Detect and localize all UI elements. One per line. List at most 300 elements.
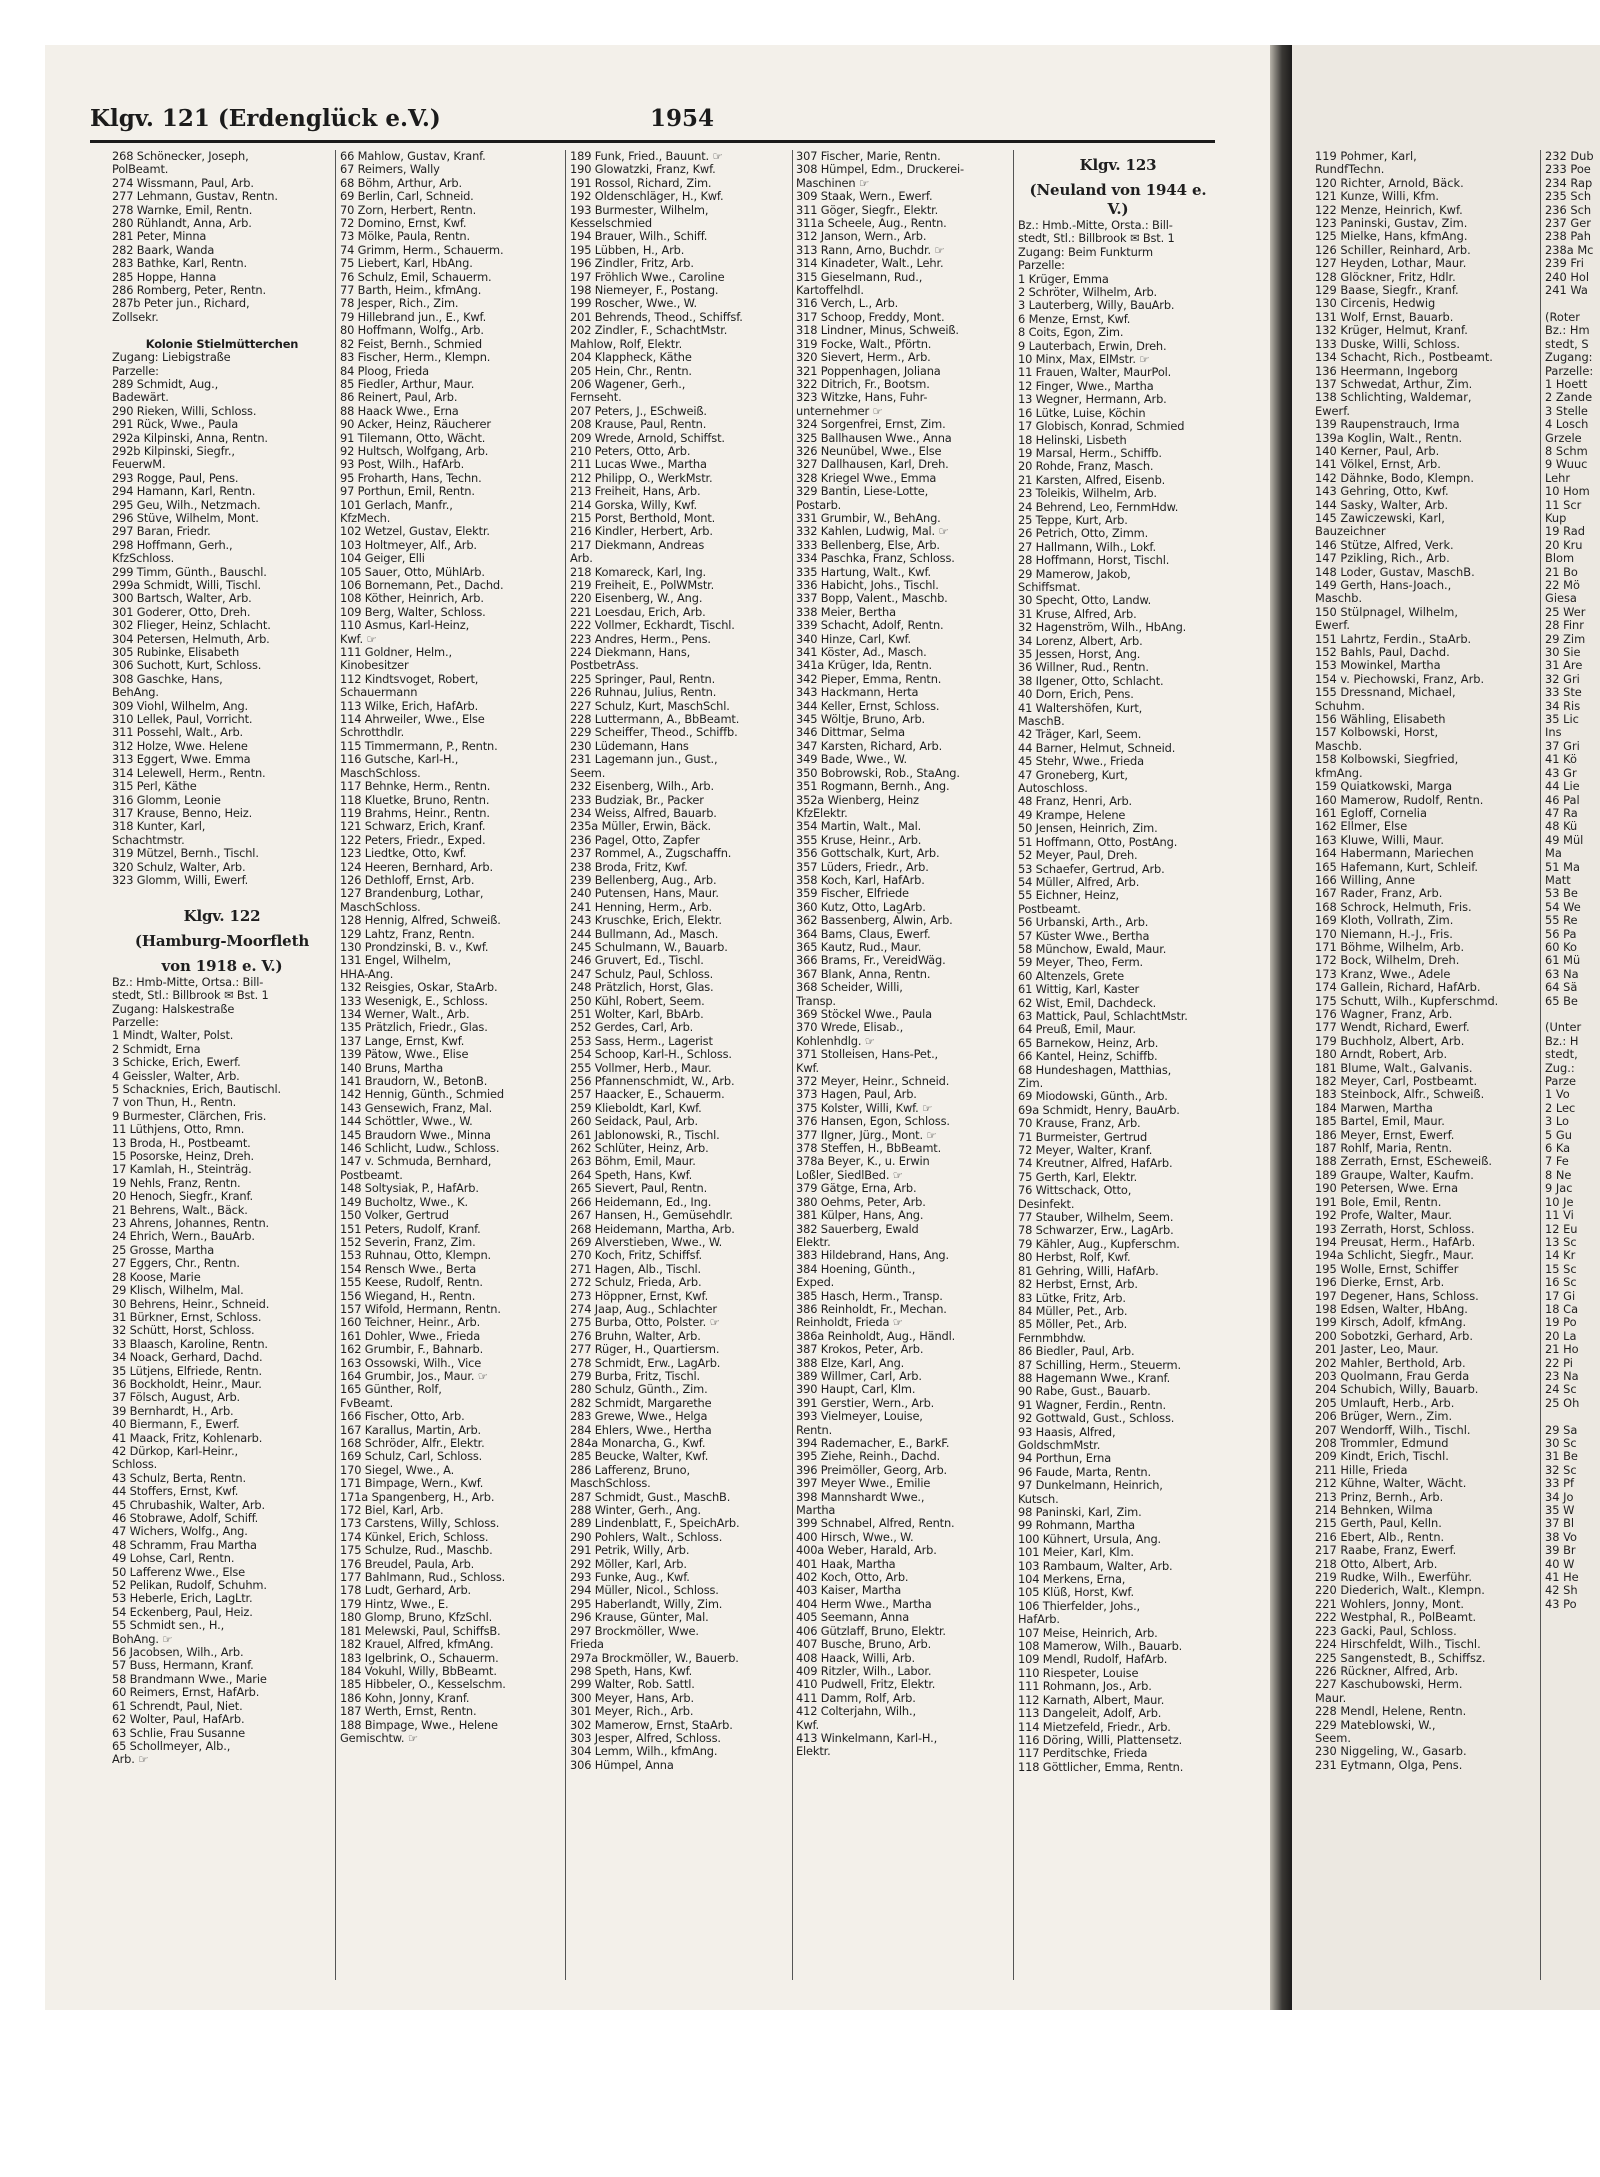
listing-line: 43 Gr (1545, 765, 1577, 780)
listing-line: 86 Biedler, Paul, Arb. (1018, 1345, 1135, 1359)
listing-line: 198 Edsen, Walter, HbAng. (1315, 1301, 1468, 1316)
listing-line: 171 Böhme, Wilhelm, Arb. (1315, 939, 1465, 954)
listing-line: 119 Brahms, Heinr., Rentn. (340, 806, 490, 820)
listing-line: 133 Wesenigk, E., Schloss. (340, 994, 488, 1008)
listing-line: 60 Ko (1545, 939, 1577, 954)
listing-line: 73 Mölke, Paula, Rentn. (340, 230, 470, 244)
listing-line: Desinfekt. (1018, 1197, 1075, 1211)
listing-line: 227 Kaschubowski, Herm. (1315, 1677, 1463, 1692)
listing-line: Kohlenhdlg. ☞ (796, 1034, 875, 1048)
listing-line: 5 Schacknies, Erich, Bautischl. (112, 1083, 281, 1096)
listing-line: 366 Brams, Fr., VereidWäg. (796, 954, 946, 968)
listing-line: Fernmbhdw. (1018, 1331, 1086, 1345)
listing-line: 387 Krokos, Peter, Arb. (796, 1343, 924, 1357)
listing-line: FvBeamt. (340, 1396, 394, 1410)
column-divider (565, 150, 566, 1980)
listing-line: Kesselschmied (570, 217, 652, 231)
listing-line: Postbeamt. (340, 1168, 403, 1182)
listing-line: 284a Monarcha, G., Kwf. (570, 1437, 706, 1450)
listing-line: 39 Bernhardt, H., Arb. (112, 1404, 234, 1418)
listing-line: KfzElektr. (796, 806, 848, 820)
listing-line (112, 324, 332, 337)
listing-line: 368 Scheider, Willi, (796, 981, 903, 995)
listing-line: 255 Vollmer, Herb., Maur. (570, 1061, 712, 1075)
listing-line: 238 Broda, Fritz, Kwf. (570, 860, 688, 874)
listing-line: Zugang: Beim Funkturm (1018, 245, 1153, 259)
listing-line: 232 Dub (1545, 150, 1594, 163)
listing-line: 117 Behnke, Herm., Rentn. (340, 780, 491, 794)
listing-line: 99 Rohmann, Martha (1018, 1519, 1135, 1533)
listing-line: Seem. (570, 766, 606, 780)
listing-line: 171 Bimpage, Wern., Kwf. (340, 1477, 484, 1491)
listing-line: Matt (1545, 872, 1571, 887)
listing-line: 34 Jo (1545, 1489, 1574, 1504)
listing-line: 311 Göger, Siegfr., Elektr. (796, 203, 939, 217)
listing-line: 43 Schulz, Berta, Rentn. (112, 1471, 246, 1485)
listing-line: 21 Bo (1545, 564, 1578, 579)
listing-line: 45 Stehr, Wwe., Frieda (1018, 755, 1144, 769)
listing-line: HafArb. (1018, 1613, 1060, 1627)
listing-line: 102 Wetzel, Gustav, Elektr. (340, 525, 490, 539)
listing-line: 225 Sangenstedt, B., Schiffsz. (1315, 1650, 1486, 1665)
listing-line: 106 Thierfelder, Johs., (1018, 1599, 1141, 1613)
listing-line: 53 Schaefer, Gertrud, Arb. (1018, 862, 1165, 876)
listing-line: 86 Reinert, Paul, Arb. (340, 391, 458, 405)
listing-line: Zollsekr. (112, 310, 159, 324)
listing-line: 96 Faude, Marta, Rentn. (1018, 1465, 1151, 1479)
listing-line: 257 Haacker, E., Schauerm. (570, 1088, 725, 1102)
listing-line: 319 Focke, Walt., Pförtn. (796, 337, 932, 351)
listing-line: 53 Heberle, Erich, LagLtr. (112, 1592, 253, 1606)
listing-line: 274 Wissmann, Paul, Arb. (112, 176, 254, 190)
listing-line: 161 Egloff, Cornelia (1315, 805, 1427, 820)
listing-line: 298 Speth, Hans, Kwf. (570, 1664, 693, 1678)
listing-line: 116 Döring, Willi, Plattensetz. (1018, 1733, 1183, 1747)
listing-line: 127 Heyden, Lothar, Maur. (1315, 256, 1467, 271)
listing-line: 90 Acker, Heinz, Räucherer (340, 418, 491, 432)
listing-line: 200 Sobotzki, Gerhard, Arb. (1315, 1328, 1474, 1343)
listing-line: 72 Domino, Ernst, Kwf. (340, 217, 467, 231)
listing-line: 333 Bellenberg, Else, Arb. (796, 538, 940, 552)
listing-line: 385 Hasch, Herm., Transp. (796, 1289, 943, 1303)
listing-line: 231 Eytmann, Olga, Pens. (1315, 1757, 1463, 1772)
page-header-year: 1954 (650, 105, 715, 132)
listing-line: 381 Külper, Hans, Ang. (796, 1209, 924, 1223)
listing-line: 192 Oldenschläger, H., Kwf. (570, 190, 724, 204)
listing-line: 296 Stüve, Wilhelm, Mont. (112, 511, 259, 525)
listing-line: 22 Mö (1545, 578, 1580, 592)
listing-line: 74 Kreutner, Alfred, HafArb. (1018, 1157, 1173, 1171)
listing-line: 41 Kö (1545, 752, 1577, 767)
listing-line: 147 v. Schmuda, Bernhard, (340, 1155, 492, 1169)
listing-line: Bz.: Hm (1545, 323, 1590, 338)
listing-line: 211 Hille, Frieda (1315, 1462, 1408, 1477)
listing-line: 48 Kü (1545, 819, 1578, 834)
listing-line: 38 Vo (1545, 1529, 1577, 1544)
listing-line: 309 Staak, Wern., Ewerf. (796, 190, 933, 204)
listing-line: 120 Richter, Arnold, Bäck. (1315, 175, 1464, 190)
listing-line: 346 Dittmar, Selma (796, 726, 906, 740)
listing-line: 318 Kunter, Karl, (112, 820, 206, 834)
listing-line: 44 Lie (1545, 779, 1580, 794)
listing-line: 204 Schubich, Willy, Bauarb. (1315, 1382, 1479, 1397)
listing-line: 239 Fri (1545, 256, 1584, 271)
listing-line: 40 Dorn, Erich, Pens. (1018, 688, 1134, 702)
listing-line: 113 Dangeleit, Adolf, Arb. (1018, 1707, 1162, 1721)
listing-line: 209 Wrede, Arnold, Schiffst. (570, 431, 725, 445)
listing-line: 217 Raabe, Franz, Ewerf. (1315, 1543, 1457, 1558)
listing-line: 286 Lafferenz, Bruno, (570, 1463, 690, 1477)
listing-line: 128 Glöckner, Fritz, Hdlr. (1315, 269, 1456, 284)
listing-line: 153 Ruhnau, Otto, Klempn. (340, 1249, 492, 1263)
listing-line: 18 Ca (1545, 1301, 1579, 1316)
listing-line: 270 Koch, Fritz, Schiffsf. (570, 1249, 702, 1263)
listing-line: 84 Ploog, Frieda (340, 364, 429, 378)
listing-line: 205 Hein, Chr., Rentn. (570, 364, 692, 378)
listing-line: 217 Diekmann, Andreas (570, 538, 705, 552)
listing-line: 403 Kaiser, Martha (796, 1584, 902, 1598)
listing-line: 378 Steffen, H., BbBeamt. (796, 1142, 942, 1156)
listing-line: 65 Schollmeyer, Alb., (112, 1739, 231, 1753)
listing-line: 246 Gruvert, Ed., Tischl. (570, 954, 704, 968)
listing-line: 163 Kluwe, Willi, Maur. (1315, 832, 1444, 847)
listing-line: 219 Freiheit, E., PolWMstr. (570, 579, 715, 592)
listing-line: 13 Wegner, Hermann, Arb. (1018, 393, 1167, 407)
listing-line: 118 Göttlicher, Emma, Rentn. (1018, 1760, 1184, 1774)
listing-line: 149 Gerth, Hans-Joach., (1315, 578, 1452, 592)
listing-line: 30 Sc (1545, 1436, 1577, 1450)
listing-line: 37 Gri (1545, 738, 1580, 753)
listing-line: 311a Scheele, Aug., Rentn. (796, 217, 947, 231)
listing-line: 92 Gottwald, Gust., Schloss. (1018, 1412, 1175, 1426)
listing-line: 43 Po (1545, 1596, 1577, 1611)
listing-line: 204 Klappheck, Käthe (570, 351, 692, 365)
listing-line: 263 Böhm, Emil, Maur. (570, 1155, 696, 1169)
listing-line: 147 Pzikling, Rich., Arb. (1315, 551, 1450, 566)
listing-line: 116 Gutsche, Karl-H., (340, 753, 459, 767)
listing-line: Parzelle: (1018, 259, 1065, 273)
listing-line: 140 Kerner, Paul, Arb. (1315, 443, 1440, 458)
listing-line: 134 Schacht, Rich., Postbeamt. (1315, 350, 1493, 365)
listing-line: 78 Schwarzer, Erw., LagArb. (1018, 1224, 1174, 1238)
listing-line: 357 Lüders, Friedr., Arb. (796, 860, 929, 874)
column-3 (570, 150, 788, 1990)
listing-line: 65 Be (1545, 993, 1578, 1008)
listing-line: 391 Gerstier, Wern., Arb. (796, 1396, 935, 1410)
listing-line: 110 Asmus, Karl-Heinz, (340, 619, 470, 633)
listing-line: 409 Ritzler, Wilh., Labor. (796, 1664, 932, 1678)
listing-line: Elektr. (796, 1235, 831, 1249)
listing-line: 111 Rohmann, Jos., Arb. (1018, 1680, 1152, 1694)
listing-line: HHA-Ang. (340, 967, 394, 981)
listing-line: 34 Lorenz, Albert, Arb. (1018, 634, 1143, 648)
listing-line: Ewerf. (1315, 618, 1351, 633)
listing-line: KfzMech. (340, 511, 391, 525)
listing-line: 15 Posorske, Heinz, Dreh. (112, 1150, 254, 1164)
listing-line: 50 Lafferenz Wwe., Else (112, 1565, 246, 1579)
listing-line: 300 Meyer, Hans, Arb. (570, 1691, 694, 1705)
listing-line: 185 Bartel, Emil, Maur. (1315, 1114, 1445, 1129)
listing-line: 150 Volker, Gertrud (340, 1209, 449, 1223)
listing-line: 400a Weber, Harald, Arb. (796, 1544, 937, 1558)
listing-line: 142 Dähnke, Bodo, Klempn. (1315, 470, 1475, 485)
listing-line: 228 Mendl, Helene, Rentn. (1315, 1704, 1467, 1719)
listing-line: 35 Lic (1545, 712, 1579, 727)
listing-line: 279 Burba, Fritz, Tischl. (570, 1369, 701, 1383)
listing-line: 130 Prondzinski, B. v., Kwf. (340, 940, 489, 954)
listing-line: 271 Hagen, Alb., Tischl. (570, 1262, 702, 1276)
listing-line: 91 Tilemann, Otto, Wächt. (340, 431, 486, 445)
listing-line: Kwf. (796, 1061, 819, 1075)
listing-line: 189 Funk, Fried., Bauunt. ☞ (570, 150, 723, 163)
listing-line: 157 Wifold, Hermann, Rentn. (340, 1302, 501, 1316)
listing-line: 214 Gorska, Willy, Kwf. (570, 498, 698, 512)
listing-line: 293 Rogge, Paul, Pens. (112, 471, 239, 485)
listing-line: 304 Lemm, Wilh., kfmAng. (570, 1745, 718, 1759)
listing-line: 108 Mamerow, Wilh., Bauarb. (1018, 1640, 1183, 1654)
listing-line: 148 Loder, Gustav, MaschB. (1315, 564, 1475, 579)
listing-line: Zim. (1018, 1077, 1044, 1090)
listing-line: 407 Busche, Bruno, Arb. (796, 1638, 932, 1652)
listing-line: 11 Vi (1545, 1208, 1574, 1223)
listing-line: 157 Kolbowski, Horst, (1315, 725, 1439, 740)
listing-line: 311 Possehl, Walt., Arb. (112, 726, 244, 740)
listing-line: 358 Koch, Karl, HafArb. (796, 873, 925, 887)
listing-line: 126 Dethloff, Ernst, Arb. (340, 873, 475, 887)
book-gutter (1270, 45, 1292, 2010)
listing-line: 167 Karallus, Martin, Arb. (340, 1423, 482, 1437)
listing-line: 211 Lucas Wwe., Martha (570, 458, 707, 472)
listing-line: 30 Specht, Otto, Landw. (1018, 594, 1152, 608)
listing-line: 191 Bole, Emil, Rentn. (1315, 1194, 1442, 1209)
listing-line: Postbeamt. (1018, 902, 1081, 916)
listing-line: MaschSchloss. (340, 900, 421, 914)
listing-line: 212 Philipp, O., WerkMstr. (570, 471, 713, 485)
listing-line: 312 Holze, Wwe. Helene (112, 739, 248, 753)
listing-line: 165 Hafemann, Kurt, Schleif. (1315, 859, 1479, 874)
listing-line: 98 Paninski, Karl, Zim. (1018, 1506, 1142, 1519)
listing-line: 252 Gerdes, Carl, Arb. (570, 1021, 694, 1035)
listing-line: 2 Schmidt, Erna (112, 1042, 201, 1056)
listing-line: 189 Graupe, Walter, Kaufm. (1315, 1167, 1474, 1182)
listing-line: 25 Oh (1545, 1395, 1580, 1410)
listing-line: Bauzeichner (1315, 524, 1386, 539)
listing-line: 190 Petersen, Wwe. Erna (1315, 1181, 1459, 1196)
listing-line: GoldschmMstr. (1018, 1438, 1101, 1452)
listing-line: 338 Meier, Bertha (796, 605, 896, 619)
listing-line: 314 Kinadeter, Walt., Lehr. (796, 257, 944, 271)
listing-line: 60 Altenzels, Grete (1018, 969, 1124, 983)
listing-line: 27 Eggers, Chr., Rentn. (112, 1257, 240, 1271)
listing-line: 295 Geu, Wilh., Netzmach. (112, 498, 261, 512)
listing-line: 129 Lahtz, Franz, Rentn. (340, 927, 475, 941)
listing-line: 109 Berg, Walter, Schloss. (340, 605, 486, 619)
listing-line: 12 Eu (1545, 1221, 1578, 1236)
listing-line: 221 Wohlers, Jonny, Mont. (1315, 1596, 1465, 1611)
listing-line: unternehmer ☞ (796, 404, 883, 418)
listing-line: 238a Mc (1545, 242, 1594, 257)
listing-line: 34 Noack, Gerhard, Dachd. (112, 1351, 263, 1365)
listing-line: 198 Niemeyer, F., Postang. (570, 284, 719, 298)
listing-line: 244 Bullmann, Ad., Masch. (570, 927, 719, 941)
listing-line: 298 Hoffmann, Gerh., (112, 538, 233, 552)
listing-line: 340 Hinze, Carl, Kwf. (796, 632, 911, 646)
listing-line: 152 Severin, Franz, Zim. (340, 1235, 476, 1249)
listing-line: 37 Fölsch, August, Arb. (112, 1391, 241, 1405)
listing-line: 106 Bornemann, Pet., Dachd. (340, 579, 504, 592)
listing-line: 202 Mahler, Berthold, Arb. (1315, 1355, 1466, 1370)
listing-line: 20 Kru (1545, 537, 1583, 552)
listing-line: 68 Hundeshagen, Matthias, (1018, 1063, 1172, 1077)
listing-line: 76 Wittschack, Otto, (1018, 1184, 1132, 1198)
listing-line: Kwf. (796, 1718, 819, 1732)
listing-line: 283 Grewe, Wwe., Helga (570, 1410, 708, 1424)
listing-line: 2 Lec (1545, 1100, 1576, 1115)
listing-line: 137 Lange, Ernst, Kwf. (340, 1034, 465, 1048)
listing-line: 334 Paschka, Franz, Schloss. (796, 552, 955, 566)
listing-line: 192 Profe, Walter, Maur. (1315, 1208, 1453, 1223)
listing-line: 321 Poppenhagen, Joliana (796, 364, 941, 378)
listing-line: 162 Grumbir, F., Bahnarb. (340, 1343, 484, 1357)
listing-line: 309 Viohl, Wilhelm, Ang. (112, 699, 248, 713)
listing-line: 222 Westphal, R., PolBeamt. (1315, 1610, 1477, 1625)
listing-line: 109 Mendl, Rudolf, HafArb. (1018, 1653, 1168, 1667)
listing-line: 384 Hoening, Günth., (796, 1262, 916, 1276)
listing-line: 129 Baase, Siegfr., Kranf. (1315, 283, 1459, 298)
listing-line: Schuhm. (1315, 698, 1365, 713)
listing-line: 277 Lehmann, Gustav, Rentn. (112, 190, 278, 204)
listing-line: 143 Gehring, Otto, Kwf. (1315, 484, 1449, 499)
listing-line: 8 Schm (1545, 443, 1588, 458)
listing-line: 245 Schulmann, W., Bauarb. (570, 940, 728, 954)
listing-line: 166 Willing, Anne (1315, 872, 1415, 887)
listing-line: 51 Hoffmann, Otto, PostAng. (1018, 835, 1178, 849)
listing-line: 149 Bucholtz, Wwe., K. (340, 1195, 468, 1209)
column-divider (792, 150, 793, 1980)
listing-line: 248 Prätzlich, Horst, Glas. (570, 981, 714, 995)
listing-line: 85 Möller, Pet., Arb. (1018, 1318, 1128, 1332)
listing-line: 241 Wa (1545, 283, 1588, 298)
listing-line: 266 Heidemann, Ed., Ing. (570, 1195, 712, 1209)
listing-line: 78 Jesper, Rich., Zim. (340, 297, 459, 311)
listing-line: 386 Reinholdt, Fr., Mechan. (796, 1302, 947, 1316)
section-heading: von 1918 e. V.) (161, 956, 283, 975)
listing-line: 176 Wagner, Franz, Arb. (1315, 1007, 1453, 1021)
listing-line: 388 Elze, Karl, Ang. (796, 1356, 905, 1370)
listing-line: 37 Bl (1545, 1516, 1575, 1531)
listing-line: 100 Kühnert, Ursula, Ang. (1018, 1532, 1161, 1546)
listing-line: 26 Petrich, Otto, Zimm. (1018, 527, 1149, 541)
listing-line: 69a Schmidt, Henry, BauArb. (1018, 1103, 1180, 1117)
listing-line: 174 Künkel, Erich, Schloss. (340, 1530, 489, 1544)
listing-line: 186 Meyer, Ernst, Ewerf. (1315, 1127, 1455, 1142)
listing-line: 54 Eckenberg, Paul, Heiz. (112, 1605, 253, 1619)
listing-line: 408 Haack, Willi, Arb. (796, 1651, 915, 1665)
listing-line: 214 Behnken, Wilma (1315, 1503, 1433, 1518)
listing-line: 136 Heermann, Ingeborg (1315, 363, 1458, 378)
listing-line: 9 Lauterbach, Erwin, Dreh. (1018, 339, 1167, 353)
listing-line: 57 Buss, Hermann, Kranf. (112, 1659, 254, 1673)
listing-line: 378a Beyer, K., u. Erwin (796, 1155, 930, 1169)
listing-line: 21 Behrens, Walt., Bäck. (112, 1203, 248, 1217)
listing-line: Martha (796, 1504, 836, 1518)
listing-line: 176 Breudel, Paula, Arb. (340, 1557, 475, 1571)
listing-line: 205 Umlauft, Herb., Arb. (1315, 1395, 1455, 1410)
listing-line: 12 Finger, Wwe., Martha (1018, 379, 1154, 393)
listing-line: 16 Lütke, Luise, Köchin (1018, 406, 1146, 420)
listing-line: 154 v. Piechowski, Franz, Arb. (1315, 671, 1485, 686)
listing-line: 216 Ebert, Alb., Rentn. (1315, 1529, 1445, 1544)
listing-line: 54 Müller, Alfred, Arb. (1018, 875, 1140, 889)
listing-line: 160 Teichner, Heinr., Arb. (340, 1316, 481, 1330)
listing-line: 39 Br (1545, 1543, 1576, 1558)
listing-line: 82 Herbst, Ernst, Arb. (1018, 1278, 1138, 1292)
listing-line: 79 Hillebrand jun., E., Kwf. (340, 310, 487, 324)
listing-line: 370 Wrede, Elisab., (796, 1021, 904, 1035)
listing-line: 131 Engel, Wilhelm, (340, 954, 452, 968)
listing-line: 199 Roscher, Wwe., W. (570, 297, 697, 311)
listing-line: 299 Timm, Günth., Bauschl. (112, 565, 267, 579)
listing-line: 235a Müller, Erwin, Bäck. (570, 820, 711, 834)
listing-line: 347 Karsten, Richard, Arb. (796, 739, 943, 753)
listing-line: 228 Luttermann, A., BbBeamt. (570, 713, 740, 727)
column-4 (796, 150, 1010, 1990)
listing-line: 219 Rudke, Wilh., Ewerführ. (1315, 1570, 1472, 1585)
listing-line: 47 Groneberg, Kurt, (1018, 768, 1128, 782)
listing-line: 308 Gaschke, Hans, (112, 672, 223, 686)
column-divider (1013, 150, 1014, 1980)
listing-line: 31 Kruse, Alfred, Arb. (1018, 607, 1137, 621)
listing-line: 59 Meyer, Theo, Ferm. (1018, 956, 1144, 970)
listing-line: 170 Siegel, Wwe., A. (340, 1463, 455, 1477)
listing-line: 25 Wer (1545, 604, 1586, 619)
listing-line: 41 He (1545, 1570, 1579, 1585)
listing-line: 146 Stütze, Alfred, Verk. (1315, 537, 1454, 552)
listing-line: 1 Vo (1545, 1087, 1570, 1102)
listing-line: 223 Gacki, Paul, Schloss. (1315, 1623, 1457, 1638)
listing-line: 34 Ris (1545, 698, 1581, 713)
listing-line: 135 Prätzlich, Friedr., Glas. (340, 1021, 488, 1035)
listing-line: 341 Köster, Ad., Masch. (796, 646, 927, 660)
listing-line: 195 Wolle, Ernst, Schiffer (1315, 1261, 1459, 1276)
listing-line: 315 Perl, Käthe (112, 780, 197, 794)
listing-line: 7 Fe (1545, 1154, 1569, 1169)
listing-line: 3 Stelle (1545, 403, 1588, 418)
listing-line: 32 Hagenström, Wilh., HbAng. (1018, 621, 1187, 635)
listing-line: 13 Sc (1545, 1234, 1577, 1249)
listing-line: 6 Ka (1545, 1141, 1571, 1156)
listing-line: 174 Gallein, Richard, HafArb. (1315, 980, 1481, 995)
listing-line: 383 Hildebrand, Hans, Ang. (796, 1249, 949, 1263)
listing-line: 41 Waltershöfen, Kurt, (1018, 701, 1143, 715)
listing-line: Bz.: Hmb.-Mitte, Orsta.: Bill- (1018, 219, 1173, 232)
listing-line: 153 Mowinkel, Martha (1315, 658, 1441, 673)
listing-line: 291 Petrik, Willy, Arb. (570, 1544, 690, 1558)
listing-line: Fernseht. (570, 391, 622, 405)
listing-line: 413 Winkelmann, Karl-H., (796, 1731, 938, 1745)
listing-line: 63 Mattick, Paul, SchlachtMstr. (1018, 1009, 1188, 1023)
listing-line: 84 Müller, Pet., Arb. (1018, 1304, 1128, 1318)
listing-line: Maschb. (1315, 738, 1363, 753)
listing-line: 292a Kilpinski, Anna, Rentn. (112, 431, 268, 445)
listing-line: Autoschloss. (1018, 782, 1088, 796)
listing-line: 97 Dunkelmann, Heinrich, (1018, 1479, 1163, 1493)
listing-line: 90 Rabe, Gust., Bauarb. (1018, 1385, 1151, 1399)
listing-line: 377 Ilgner, Jürg., Mont. ☞ (796, 1128, 937, 1142)
listing-line: 220 Diederich, Walt., Klempn. (1315, 1583, 1485, 1598)
listing-line: Bz.: H (1545, 1033, 1579, 1048)
listing-line: 325 Ballhausen Wwe., Anna (796, 431, 952, 445)
